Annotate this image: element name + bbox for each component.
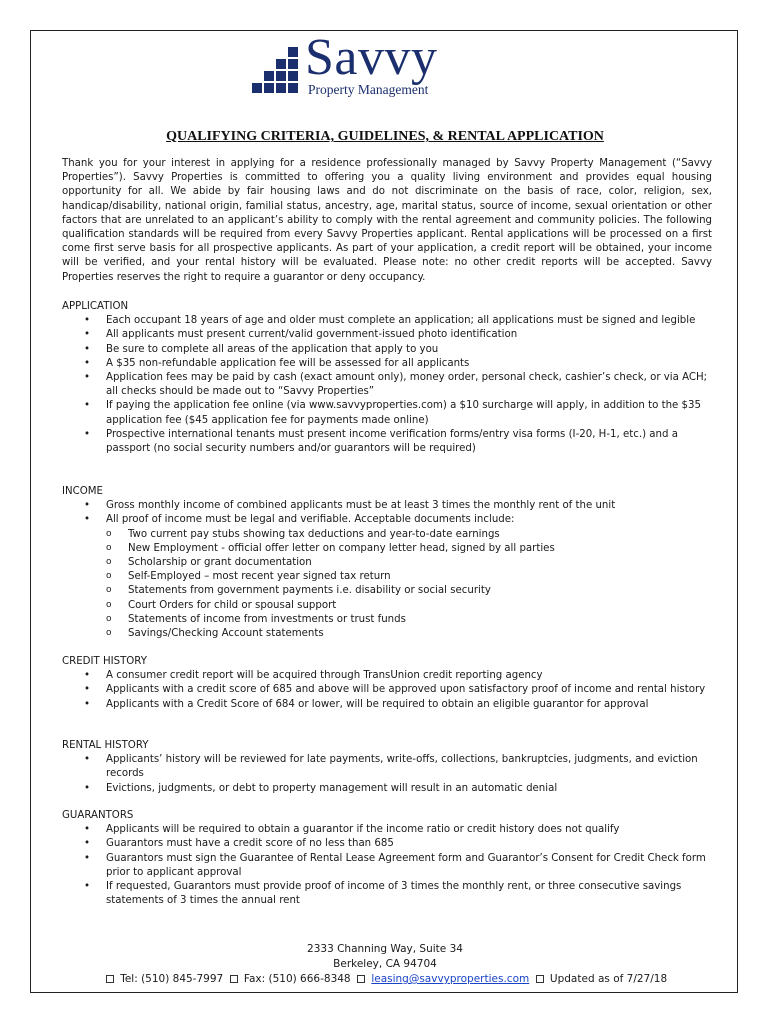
bullet-box-icon	[536, 975, 544, 983]
section-heading: RENTAL HISTORY	[62, 740, 149, 751]
bullet-box-icon	[230, 975, 238, 983]
email-link[interactable]: leasing@savvyproperties.com	[371, 973, 530, 985]
application-list	[62, 314, 712, 456]
logo-square	[288, 59, 298, 69]
footer-address-line2: Berkeley, CA 94704	[333, 958, 437, 970]
section-rental-history	[62, 739, 712, 796]
bullet-box-icon	[106, 975, 114, 983]
section-heading: GUARANTORS	[62, 810, 134, 821]
footer-fax: Fax: (510) 666-8348	[243, 973, 351, 985]
logo-square	[264, 71, 274, 81]
sub-list-item: o Scholarship or grant documentation	[62, 556, 712, 570]
footer-updated: Updated as of 7/27/18	[549, 973, 668, 985]
logo-square	[276, 83, 286, 93]
logo-square	[276, 71, 286, 81]
credit-list	[62, 669, 712, 712]
logo-square	[264, 83, 274, 93]
footer-address-line1: 2333 Channing Way, Suite 34	[307, 943, 463, 955]
footer-contact-line	[0, 972, 770, 986]
section-heading: CREDIT HISTORY	[62, 656, 147, 667]
section-credit-history	[62, 655, 712, 712]
list-item: • If requested, Guarantors must provide proof of income of 3 times the monthly rent, or three consecutive savings statements of 3 times the annual rent	[62, 880, 712, 908]
logo-square	[288, 83, 298, 93]
logo-subtitle: Property Management	[308, 82, 429, 97]
logo-square	[288, 47, 298, 57]
intro-paragraph: Thank you for your interest in applying for a residence professionally managed by Savvy Property Management (“Savvy Properties”). Savvy Properties is committed to offering you a quality living environment and provides equal housing opportunity for all. We abide by fair housing laws and do not discriminate on the basis of race, color, religion, sex, handicap/disability, national origin, familial status, ancestry, age, marital status, source of income, sexual orientation or other factors that are unrelated to an applicant’s ability to comply with the rental agreement and community policies. The following qualification standards will be required from every Savvy Properties applicant. Rental applications will be processed on a first come first serve basis for all prospective applicants. As part of your application, a credit report will be obtained, your income will be verified, and your rental history will be evaluated. Please note: no other credit reports will be accepted. Savvy Properties reserves the right to require a guarantor or deny occupancy.	[62, 158, 712, 283]
list-item: • If paying the application fee online (via www.savvyproperties.com) a $10 surcharge will apply, in addition to the $35 application fee ($45 application fee for payments made online)	[62, 399, 712, 427]
list-item: • Prospective international tenants must present income verification forms/entry visa forms (I-20, H-1, etc.) and a passport (no social security numbers and/or guarantors will be required)	[62, 428, 712, 456]
list-item: • All proof of income must be legal and verifiable. Acceptable documents include:	[62, 513, 712, 527]
footer-tel: Tel: (510) 845-7997	[120, 973, 224, 985]
list-item: • Applicants will be required to obtain a guarantor if the income ratio or credit history does not qualify	[62, 823, 712, 837]
section-guarantors	[62, 809, 712, 908]
sub-list-item: o Two current pay stubs showing tax deductions and year-to-date earnings	[62, 528, 712, 542]
section-heading: INCOME	[62, 486, 103, 497]
sub-list-item: o Savings/Checking Account statements	[62, 627, 712, 641]
list-item: • Be sure to complete all areas of the application that apply to you	[62, 343, 712, 357]
sub-list-item: o Statements from government payments i.e. disability or social security	[62, 584, 712, 598]
section-application	[62, 300, 712, 456]
logo-wordmark: Savvy	[305, 29, 438, 86]
list-item: • All applicants must present current/valid government-issued photo identification	[62, 328, 712, 342]
guarantors-list	[62, 823, 712, 908]
list-item: • Guarantors must have a credit score of no less than 685	[62, 837, 712, 851]
logo-square	[276, 59, 286, 69]
sub-list-item: o Statements of income from investments or trust funds	[62, 613, 712, 627]
list-item: • Each occupant 18 years of age and older must complete an application; all applications must be signed and legible	[62, 314, 712, 328]
logo-square	[252, 83, 262, 93]
list-item: • Applicants with a credit score of 685 and above will be approved upon satisfactory proof of income and rental history	[62, 683, 712, 697]
list-item: • Application fees may be paid by cash (exact amount only), money order, personal check, cashier’s check, or via ACH; all checks should be made out to “Savvy Properties”	[62, 371, 712, 399]
list-item: • Guarantors must sign the Guarantee of Rental Lease Agreement form and Guarantor’s Consent for Credit Check form prior to applicant approval	[62, 852, 712, 880]
sub-list-item: o New Employment - official offer letter on company letter head, signed by all parties	[62, 542, 712, 556]
list-item: • Applicants with a Credit Score of 684 or lower, will be required to obtain an eligible guarantor for approval	[62, 698, 712, 712]
bullet-box-icon	[357, 975, 365, 983]
list-item: • A $35 non-refundable application fee will be assessed for all applicants	[62, 357, 712, 371]
income-list	[62, 499, 712, 641]
document-title: QUALIFYING CRITERIA, GUIDELINES, & RENTAL APPLICATION	[166, 129, 604, 144]
list-item: • Gross monthly income of combined applicants must be at least 3 times the monthly rent of the unit	[62, 499, 712, 513]
sub-list-item: o Court Orders for child or spousal support	[62, 599, 712, 613]
list-item: • A consumer credit report will be acquired through TransUnion credit reporting agency	[62, 669, 712, 683]
rental-list	[62, 753, 712, 796]
company-logo	[250, 29, 480, 103]
logo-square	[288, 71, 298, 81]
section-heading: APPLICATION	[62, 301, 129, 312]
sub-list-item: o Self-Employed – most recent year signed tax return	[62, 570, 712, 584]
list-item: • Evictions, judgments, or debt to property management will result in an automatic denial	[62, 782, 712, 796]
section-income	[62, 485, 712, 641]
list-item: • Applicants’ history will be reviewed for late payments, write-offs, collections, bankruptcies, judgments, and eviction records	[62, 753, 712, 781]
